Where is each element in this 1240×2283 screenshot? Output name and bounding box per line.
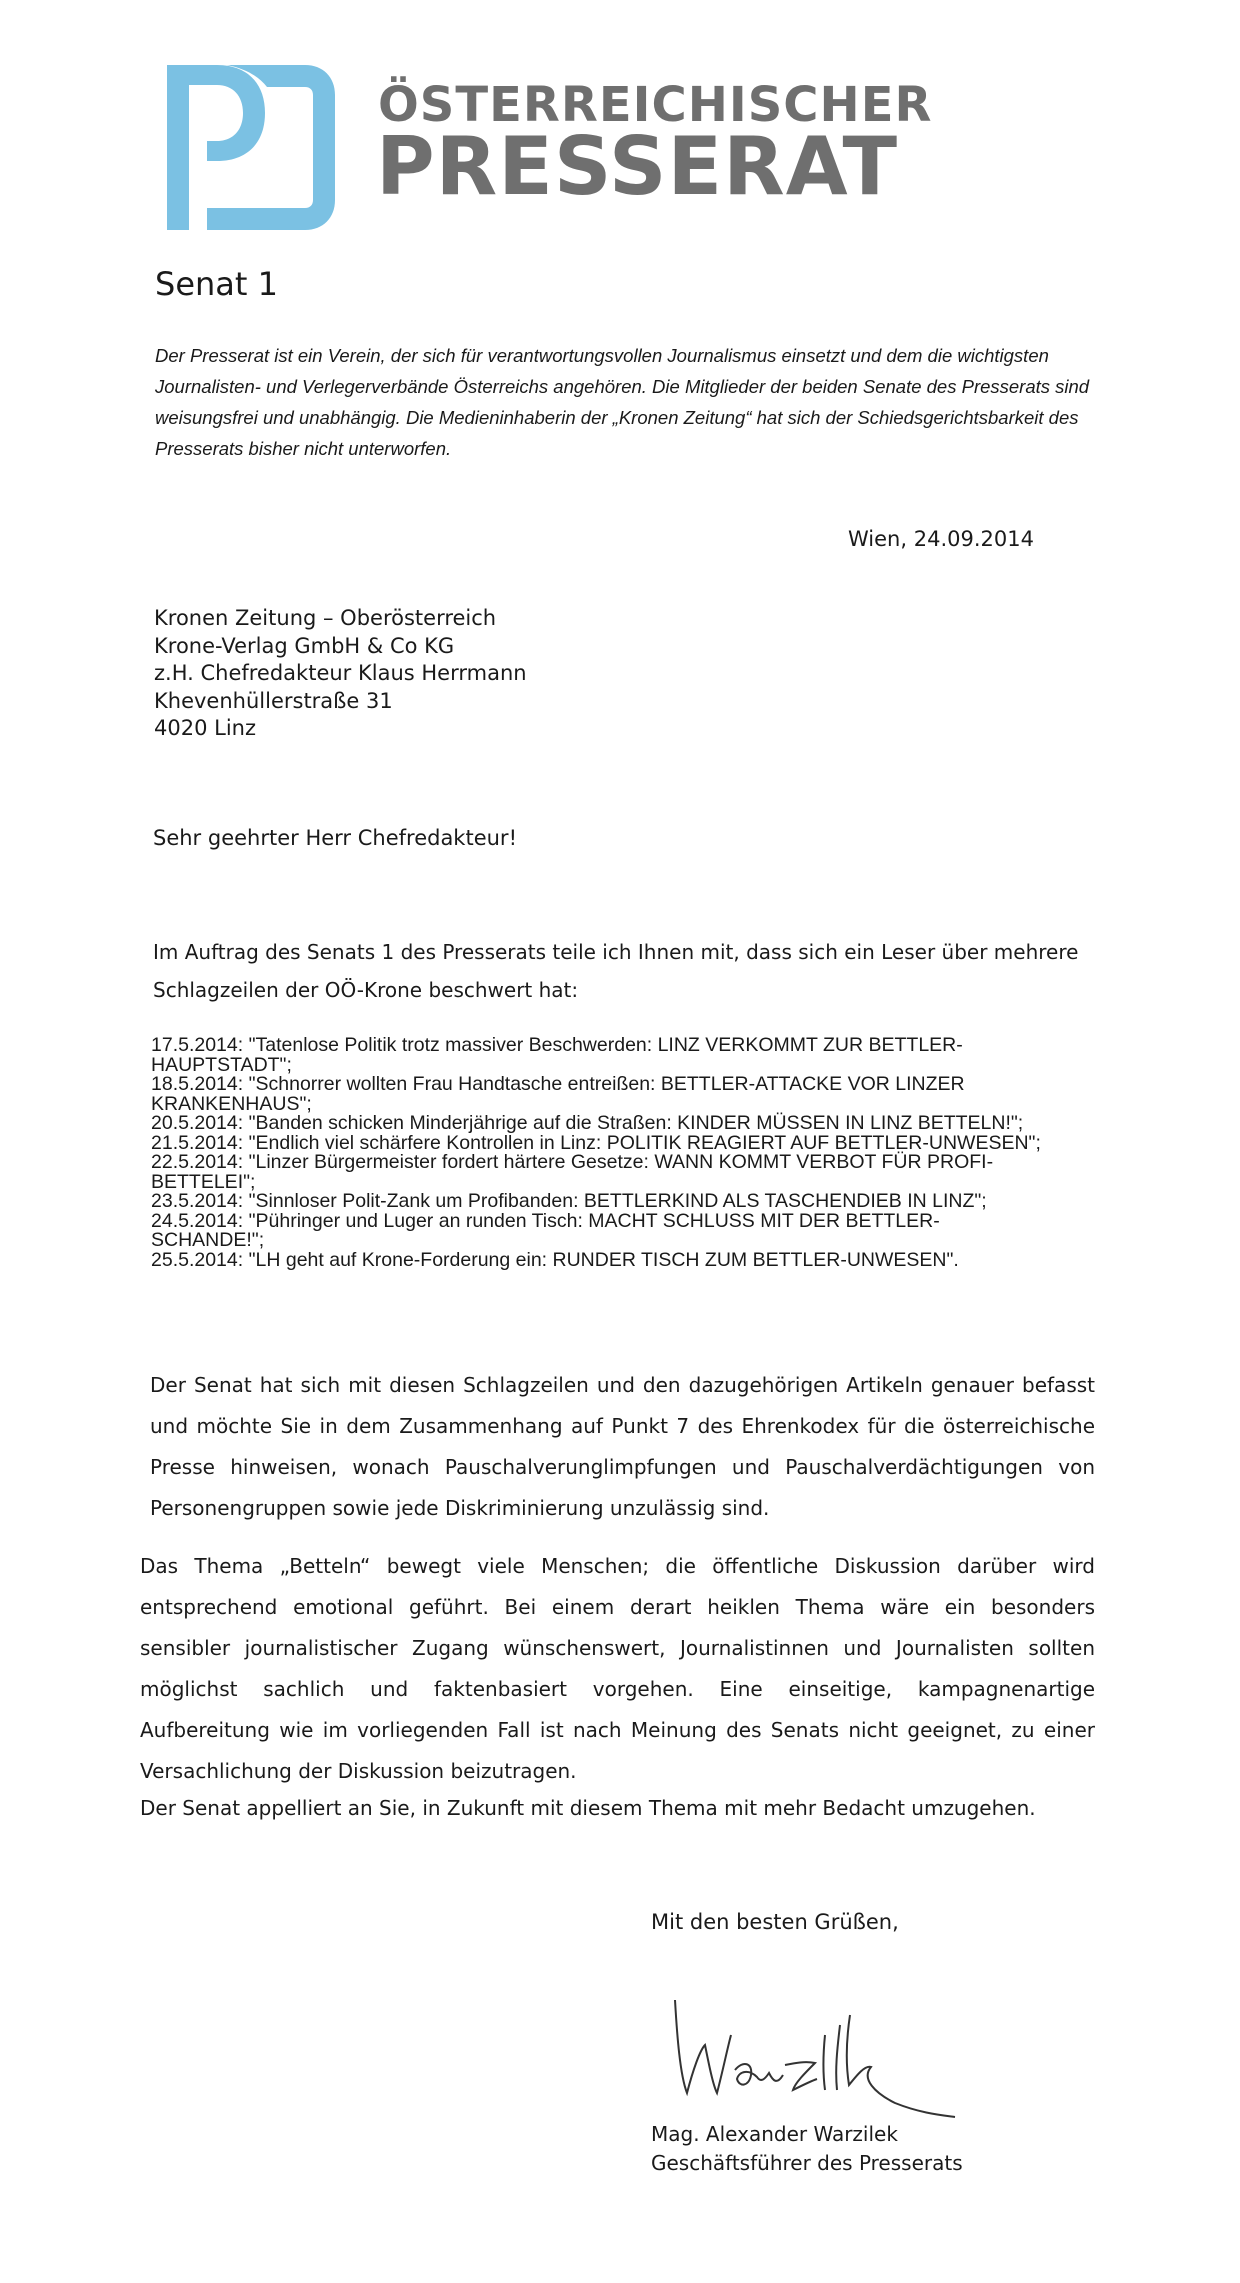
address-line: z.H. Chefredakteur Klaus Herrmann bbox=[154, 661, 527, 685]
headline-line: 25.5.2014: "LH geht auf Krone-Forderung ein: RUNDER TISCH ZUM BETTLER-UNWESEN". bbox=[151, 1248, 959, 1271]
paragraph-complaint: Im Auftrag des Senats 1 des Presserats teile ich Ihnen mit, dass sich ein Leser über mehrere Schlagzeilen der OÖ-Krone beschwert hat: bbox=[153, 940, 1079, 1002]
senate-title: Senat 1 bbox=[155, 265, 278, 303]
headline-line: BETTELEI"; bbox=[151, 1170, 256, 1193]
headline-line: 24.5.2014: "Pühringer und Luger an runden Tisch: MACHT SCHLUSS MIT DER BETTLER- bbox=[151, 1209, 940, 1232]
paragraph-begging-topic: Das Thema „Betteln“ bewegt viele Menschen; die öffentliche Diskussion darüber wird entsprechend emotional geführt. Bei einem derart heiklen Thema wäre ein besonders sensibler journalistischer Zugang wünschenswert, Journalistinnen und Journalisten sollten möglichst sachlich und faktenbasiert vorgehen. Eine einseitige, kampagnenartige Aufbereitung wie im vorliegenden Fall ist nach Meinung des Senats nicht geeignet, zu einer Versachlichung der Diskussion beizutragen. bbox=[140, 1554, 1095, 1783]
logo-line-1: ÖSTERREICHISCHER bbox=[378, 77, 933, 133]
address-line: 4020 Linz bbox=[154, 716, 256, 740]
headline-line: HAUPTSTADT"; bbox=[151, 1053, 292, 1076]
address-line: Kronen Zeitung – Oberösterreich bbox=[154, 606, 497, 630]
intro-text: Der Presserat ist ein Verein, der sich für verantwortungsvollen Journalismus einsetzt und dem die wichtigsten Journalisten- und Verlegerverbände Österreichs angehören. Die Mitglieder der beiden Senate des Presserats sind weisungsfrei und unabhängig. Die Medieninhaberin der „Kronen Zeitung“ hat sich der Schiedsgerichtsbarkeit des Presserats bisher nicht unterworfen. bbox=[155, 345, 1090, 459]
address-line: Krone-Verlag GmbH & Co KG bbox=[154, 633, 455, 658]
headline-list bbox=[151, 1036, 1111, 1270]
presserat-logo-icon bbox=[155, 55, 345, 240]
address-line: Khevenhüllerstraße 31 bbox=[154, 688, 393, 713]
signer-block bbox=[651, 2120, 963, 2178]
logo-line-2: PRESSERAT bbox=[376, 120, 899, 213]
headline-line: KRANKENHAUS"; bbox=[151, 1092, 312, 1115]
paragraph-appeal: Der Senat appelliert an Sie, in Zukunft mit diesem Thema mit mehr Bedacht umzugehen. bbox=[140, 1796, 1036, 1820]
paragraph-senate-assessment: Der Senat hat sich mit diesen Schlagzeilen und den dazugehörigen Artikeln genauer befasst und möchte Sie in dem Zusammenhang auf Punkt 7 des Ehrenkodex für die österreichische Presse hinweisen, wonach Pauschalverunglimpfungen und Pauschalverdächtigungen von Personengruppen sowie jede Diskriminierung unzulässig sind. bbox=[150, 1373, 1095, 1520]
headline-line: 23.5.2014: "Sinnloser Polit-Zank um Profibanden: BETTLERKIND ALS TASCHENDIEB IN LINZ"; bbox=[151, 1190, 987, 1212]
place-date: Wien, 24.09.2014 bbox=[848, 527, 1034, 551]
intro-paragraph bbox=[155, 340, 1105, 464]
headline-line: 20.5.2014: "Banden schicken Minderjährige auf die Straßen: KINDER MÜSSEN IN LINZ BETTELN!"; bbox=[151, 1112, 1024, 1134]
headline-line: 21.5.2014: "Endlich viel schärfere Kontrollen in Linz: POLITIK REAGIERT AUF BETTLER-UNWESEN"; bbox=[151, 1131, 1041, 1154]
salutation: Sehr geehrter Herr Chefredakteur! bbox=[153, 826, 517, 850]
signer-name: Mag. Alexander Warzilek bbox=[651, 2122, 898, 2146]
headline-line: 17.5.2014: "Tatenlose Politik trotz massiver Beschwerden: LINZ VERKOMMT ZUR BETTLER- bbox=[151, 1034, 963, 1056]
handwritten-signature bbox=[665, 1975, 965, 2125]
recipient-address bbox=[154, 605, 527, 743]
headline-line: SCHANDE!"; bbox=[151, 1229, 265, 1251]
signer-title: Geschäftsführer des Presserats bbox=[651, 2151, 963, 2175]
closing-formula: Mit den besten Grüßen, bbox=[651, 1910, 899, 1934]
headline-line: 22.5.2014: "Linzer Bürgermeister fordert härtere Gesetze: WANN KOMMT VERBOT FÜR PROFI- bbox=[151, 1151, 994, 1173]
headline-line: 18.5.2014: "Schnorrer wollten Frau Handtasche entreißen: BETTLER-ATTACKE VOR LINZER bbox=[151, 1073, 965, 1095]
